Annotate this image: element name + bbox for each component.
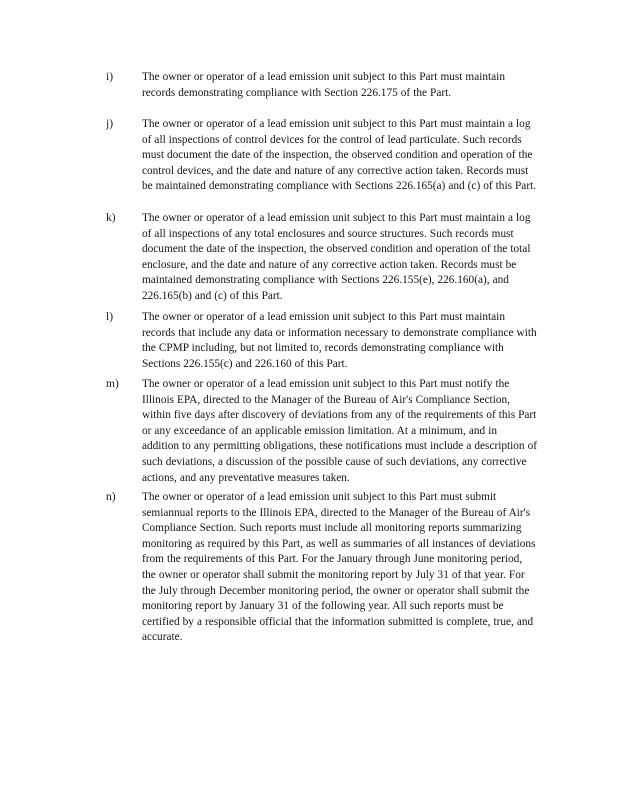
paragraph-label: m) bbox=[106, 378, 119, 390]
paragraph-label: i) bbox=[106, 71, 114, 83]
paragraph-text: The owner or operator of a lead emission unit subject to this Part must notify the Illinois EPA, directed to the Manager of the Bureau of Air's Compliance Section, within five days after discovery of deviations from any of the requirements of this Part or any exceedance of an applicable emission limitation. At a minimum, and in addition to any permitting obligations, these notifications must include a description of such deviations, a discussion of the possible cause of such deviations, any corrective actions, and any preventative measures taken. bbox=[142, 378, 538, 484]
paragraph-text: The owner or operator of a lead emission unit subject to this Part must maintain records that include any data or information necessary to demonstrate compliance with the CPMP including, but not limited to, records demonstrating compliance with Sections 226.155(c) and 226.160 of this Part. bbox=[142, 311, 537, 370]
paragraph-label: n) bbox=[106, 491, 116, 503]
paragraph-text: The owner or operator of a lead emission unit subject to this Part must maintain a log of all inspections of control devices for the control of lead particulate. Such records must document the date of the inspection, the observed condition and operation of the control devices, and the date and nature of any corrective action taken. Records must be maintained demonstrating compliance with Sections 226.165(a) and (c) of this Part. bbox=[142, 118, 537, 193]
paragraph-text: The owner or operator of a lead emission unit subject to this Part must maintain a log of all inspections of any total enclosures and source structures. Such records must document the date of the inspection, the observed condition and operation of the total enclosure, and the date and nature of any corrective action taken. Records must be maintained demonstrating compliance with Sections 226.155(e), 226.160(a), and 226.165(b) and (c) of this Part. bbox=[142, 212, 531, 302]
paragraph-text: The owner or operator of a lead emission unit subject to this Part must maintain records demonstrating compliance with Section 226.175 of the Part. bbox=[142, 71, 505, 99]
paragraph-label: k) bbox=[106, 212, 116, 224]
paragraph-label: j) bbox=[106, 118, 114, 130]
paragraph-text: The owner or operator of a lead emission unit subject to this Part must submit semiannual reports to the Illinois EPA, directed to the Manager of the Bureau of Air's Compliance Section. Such reports must include all monitoring reports summarizing monitoring as required by this Part, as well as summaries of all instances of deviations from the requirements of this Part. For the January through June monitoring period, the owner or operator shall submit the monitoring report by July 31 of that year. For the July through December monitoring period, the owner or operator shall submit the monitoring report by January 31 of the following year. All such reports must be certified by a responsible official that the information submitted is complete, true, and accurate. bbox=[142, 491, 536, 644]
paragraph-label: l) bbox=[106, 311, 114, 323]
